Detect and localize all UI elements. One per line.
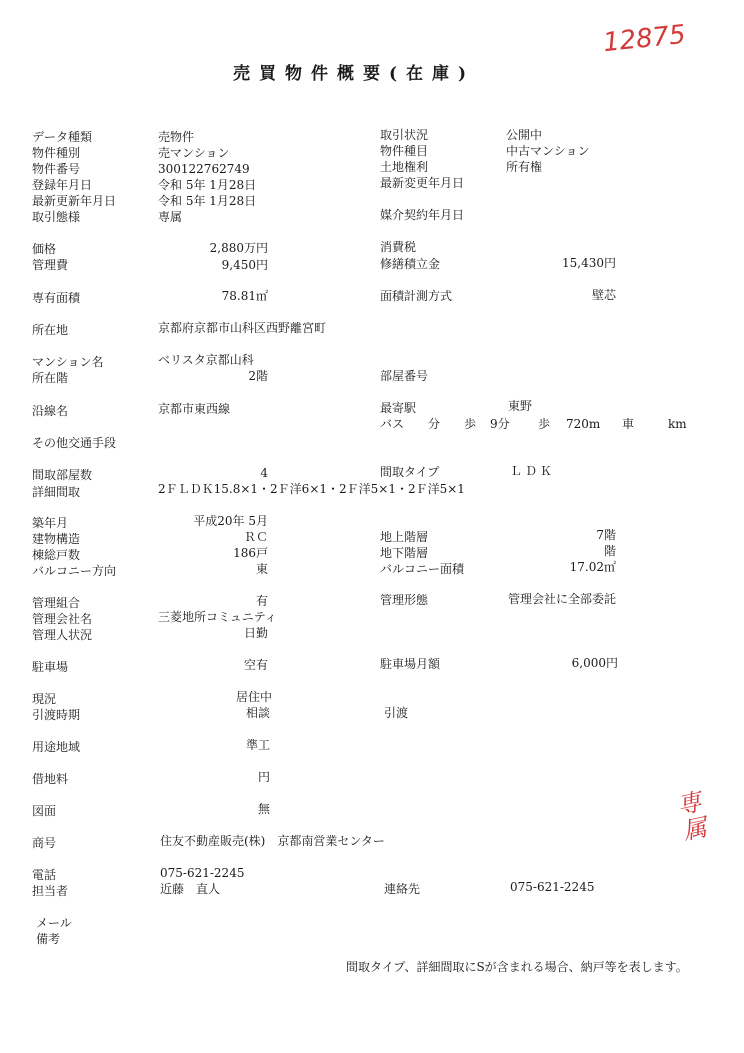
transaction-status-label: 取引状況	[380, 128, 429, 142]
property-number-label: 物件番号	[32, 162, 81, 176]
delivery-label: 引渡	[384, 706, 409, 720]
trade-name-label: 商号	[32, 836, 57, 850]
property-item-label: 物件種目	[380, 144, 429, 158]
layout-type-label: 間取タイプ	[380, 465, 440, 479]
exclusive-area-value: 78.81㎡	[221, 289, 268, 303]
balcony-direction-label: バルコニー方向	[32, 564, 117, 578]
floors-above-value: 7階	[596, 528, 616, 542]
nearest-station-value: 東野	[508, 399, 533, 413]
total-units-label: 棟総戸数	[32, 548, 81, 562]
contact-value: 075-621-2245	[510, 880, 595, 894]
contact-label: 連絡先	[384, 882, 421, 896]
floor-value: 2階	[248, 369, 268, 383]
parking-fee-label: 駐車場月額	[380, 657, 441, 671]
layout-detail-label: 詳細間取	[32, 485, 81, 499]
footnote: 間取タイプ、詳細間取にSが含まれる場合、納戸等を表します。	[346, 960, 688, 974]
property-type-label: 物件種別	[32, 146, 81, 160]
consumption-tax-label: 消費税	[380, 240, 417, 254]
nearest-station-label: 最寄駅	[380, 401, 417, 415]
email-label: メール	[36, 916, 72, 930]
property-number-value: 300122762749	[158, 162, 250, 176]
structure-value: ＲＣ	[243, 530, 268, 544]
bus-min-unit: 分	[428, 417, 441, 431]
mgmt-company-value: 三菱地所コミュニティ	[158, 610, 277, 624]
layout-type-value: ＬＤＫ	[510, 464, 556, 478]
brokerage-contract-label: 媒介契約年月日	[380, 208, 465, 222]
mgmt-form-label: 管理形態	[380, 593, 429, 607]
mgmt-form-value: 管理会社に全部委託	[508, 592, 617, 606]
area-method-value: 壁芯	[591, 288, 616, 302]
handwritten-exclusive-mark: 専属	[674, 787, 710, 846]
person-label: 担当者	[32, 884, 69, 898]
management-fee-label: 管理費	[32, 258, 69, 272]
repair-reserve-value: 15,430円	[562, 256, 616, 270]
price-label: 価格	[32, 242, 57, 256]
balcony-area-label: バルコニー面積	[380, 562, 465, 576]
handwritten-number: 12875	[601, 19, 688, 59]
transaction-form-value: 専属	[158, 210, 183, 224]
room-number-label: 部屋番号	[380, 369, 429, 383]
latest-update-value: 令和 5年 1月28日	[158, 194, 257, 208]
built-date-value: 平成20年 5月	[193, 514, 268, 528]
mansion-name-label: マンション名	[32, 355, 104, 369]
floor-label: 所在階	[32, 371, 69, 385]
parking-label: 駐車場	[32, 660, 69, 674]
other-transport-label: その他交通手段	[32, 436, 117, 450]
delivery-time-value: 相談	[245, 706, 270, 720]
remarks-label: 備考	[36, 932, 61, 946]
manager-status-label: 管理人状況	[32, 628, 93, 642]
room-count-value: 4	[260, 466, 268, 480]
balcony-area-value: 17.02㎡	[569, 560, 616, 574]
transaction-status-value: 公開中	[506, 128, 543, 142]
phone-value: 075-621-2245	[160, 866, 245, 880]
parking-value: 空有	[243, 658, 268, 672]
total-units-value: 186戸	[233, 546, 268, 560]
property-item-value: 中古マンション	[506, 144, 590, 158]
walk-distance: 720m	[566, 417, 601, 431]
room-count-label: 間取部屋数	[32, 468, 93, 482]
data-type-value: 売物件	[158, 130, 195, 144]
floors-above-label: 地上階層	[380, 530, 429, 544]
location-value: 京都府京都市山科区西野離宮町	[158, 321, 327, 335]
phone-label: 電話	[32, 868, 57, 882]
location-label: 所在地	[32, 323, 69, 337]
latest-change-label: 最新変更年月日	[380, 176, 465, 190]
drawing-value: 無	[257, 802, 270, 816]
floors-below-label: 地下階層	[380, 546, 429, 560]
land-rights-label: 土地権利	[380, 160, 429, 174]
repair-reserve-label: 修繕積立金	[380, 257, 441, 271]
car-unit: km	[668, 417, 687, 431]
floors-below-value: 階	[603, 544, 616, 558]
page-title: 売買物件概要(在庫)	[233, 64, 476, 84]
drawing-label: 図面	[32, 804, 57, 818]
land-rights-value: 所有権	[506, 160, 543, 174]
current-state-value: 居住中	[235, 690, 272, 704]
registered-date-label: 登録年月日	[32, 178, 93, 192]
area-method-label: 面積計測方式	[380, 289, 453, 303]
walk-minutes: 9分	[490, 417, 510, 431]
mgmt-company-label: 管理会社名	[32, 612, 93, 626]
manager-status-value: 日勤	[243, 626, 268, 640]
mgmt-association-label: 管理組合	[32, 596, 81, 610]
person-value: 近藤 直人	[160, 882, 221, 896]
walk-label-2: 歩	[538, 417, 551, 431]
management-fee-value: 9,450円	[221, 258, 268, 272]
current-state-label: 現況	[32, 692, 57, 706]
structure-label: 建物構造	[32, 532, 81, 546]
mgmt-association-value: 有	[255, 594, 268, 608]
parking-fee-value: 6,000円	[571, 656, 618, 670]
line-name-value: 京都市東西線	[158, 402, 231, 416]
layout-detail-value: 2ＦＬＤＫ15.8×1・2Ｆ洋6×1・2Ｆ洋5×1・2Ｆ洋5×1	[158, 482, 465, 496]
built-date-label: 築年月	[32, 516, 69, 530]
data-type-label: データ種類	[32, 130, 93, 144]
bus-label: バス	[380, 417, 405, 431]
zoning-label: 用途地域	[32, 740, 81, 754]
land-lease-value: 円	[257, 770, 270, 784]
latest-update-label: 最新更新年月日	[32, 194, 117, 208]
trade-name-value: 住友不動産販売(株) 京都南営業センター	[160, 834, 385, 848]
walk-label: 歩	[464, 417, 477, 431]
property-type-value: 売マンション	[158, 146, 230, 160]
land-lease-label: 借地料	[32, 772, 69, 786]
car-label: 車	[622, 417, 635, 431]
registered-date-value: 令和 5年 1月28日	[158, 178, 257, 192]
zoning-value: 準工	[245, 738, 270, 752]
transaction-form-label: 取引態様	[32, 210, 81, 224]
price-value: 2,880万円	[209, 241, 268, 255]
delivery-time-label: 引渡時期	[32, 708, 81, 722]
line-name-label: 沿線名	[32, 404, 69, 418]
balcony-direction-value: 東	[255, 562, 268, 576]
exclusive-area-label: 専有面積	[32, 291, 81, 305]
mansion-name-value: ベリスタ京都山科	[158, 353, 254, 367]
